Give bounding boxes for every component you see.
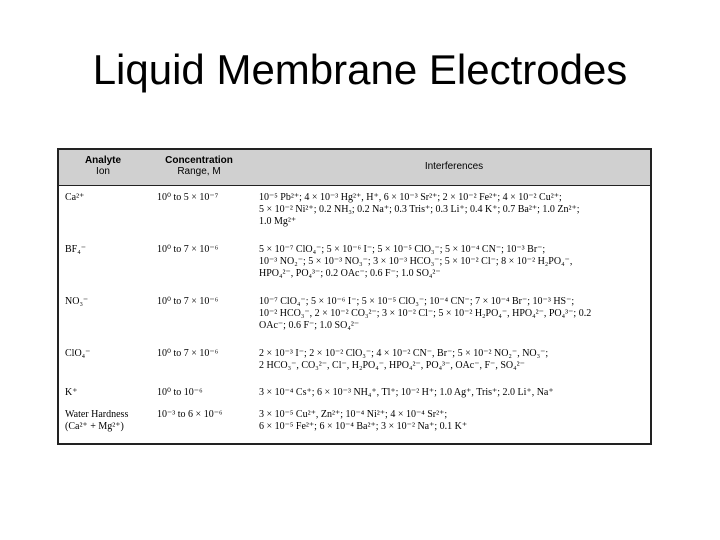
interference-cell bbox=[259, 296, 591, 333]
ion-cell bbox=[65, 296, 88, 308]
ion-cell bbox=[65, 244, 86, 256]
interference-line: 3 × 10⁻⁵ Cu²⁺, Zn²⁺; 10⁻⁴ Ni²⁺; 4 × 10⁻⁴ Sr²⁺; bbox=[259, 409, 448, 420]
header-analyte-bottom: Ion bbox=[96, 166, 110, 177]
ion-label: NO₃⁻ bbox=[65, 296, 89, 307]
interference-line: 2 HCO₃⁻, CO₃²⁻, Cl⁻, H₂PO₄⁻, HPO₄²⁻, PO₄³⁻, OAc⁻, F⁻, SO₄²⁻ bbox=[259, 360, 525, 372]
header-interferences-label: Interferences bbox=[424, 161, 484, 172]
interference-line: 10⁻² HCO₃⁻, 2 × 10⁻² CO₃²⁻; 3 × 10⁻² Cl⁻; 5 × 10⁻² H₂PO₄⁻, HPO₄²⁻, PO₄³⁻; 0.2 bbox=[259, 308, 592, 320]
ion-cell bbox=[65, 348, 90, 360]
interference-cell bbox=[259, 409, 467, 433]
interference-line: 6 × 10⁻⁵ Fe²⁺; 6 × 10⁻⁴ Ba²⁺; 3 × 10⁻² Na⁺; 0.1 K⁺ bbox=[259, 421, 468, 433]
table-header bbox=[59, 150, 650, 186]
interference-line: OAc⁻; 0.6 F⁻; 1.0 SO₄²⁻ bbox=[259, 320, 360, 332]
ion-label-sub: (Ca²⁺ + Mg²⁺) bbox=[65, 421, 124, 433]
ion-label: Ca²⁺ bbox=[65, 192, 85, 203]
range-cell: 10⁻³ to 6 × 10⁻⁶ bbox=[157, 409, 223, 420]
ion-cell bbox=[65, 409, 128, 433]
header-interferences bbox=[259, 161, 649, 172]
interference-line: 3 × 10⁻⁴ Cs⁺; 6 × 10⁻³ NH₄⁺, Tl⁺; 10⁻² H⁺; 1.0 Ag⁺, Tris⁺; 2.0 Li⁺, Na⁺ bbox=[259, 387, 554, 398]
range-cell: 10⁰ to 7 × 10⁻⁶ bbox=[157, 296, 219, 307]
interference-line: 10⁻⁵ Pb²⁺; 4 × 10⁻³ Hg²⁺, H⁺, 6 × 10⁻³ Sr²⁺; 2 × 10⁻² Fe²⁺; 4 × 10⁻² Cu²⁺; bbox=[259, 192, 562, 203]
interference-cell bbox=[259, 387, 554, 399]
range-cell: 10⁰ to 10⁻⁶ bbox=[157, 387, 203, 398]
interference-cell bbox=[259, 348, 548, 372]
interference-line: 10⁻⁷ ClO₄⁻; 5 × 10⁻⁶ I⁻; 5 × 10⁻⁵ ClO₃⁻; 10⁻⁴ CN⁻; 7 × 10⁻⁴ Br⁻; 10⁻³ HS⁻; bbox=[259, 296, 575, 307]
interference-line: 2 × 10⁻³ I⁻; 2 × 10⁻² ClO₃⁻; 4 × 10⁻² CN⁻, Br⁻; 5 × 10⁻² NO₂⁻, NO₃⁻; bbox=[259, 348, 549, 359]
ion-cell bbox=[65, 192, 84, 204]
range-cell: 10⁰ to 5 × 10⁻⁷ bbox=[157, 192, 219, 203]
ion-label: BF₄⁻ bbox=[65, 244, 86, 255]
interference-cell bbox=[259, 192, 580, 229]
interference-line: 5 × 10⁻⁷ ClO₄⁻; 5 × 10⁻⁶ I⁻; 5 × 10⁻⁵ ClO₃⁻; 5 × 10⁻⁴ CN⁻; 10⁻³ Br⁻; bbox=[259, 244, 546, 255]
range-cell: 10⁰ to 7 × 10⁻⁶ bbox=[157, 244, 219, 255]
header-concentration bbox=[154, 155, 244, 177]
header-conc-top: Concentration bbox=[165, 155, 233, 166]
slide-title: Liquid Membrane Electrodes bbox=[92, 46, 628, 93]
header-conc-bottom: Range, M bbox=[177, 166, 221, 177]
interference-line: 1.0 Mg²⁺ bbox=[259, 216, 297, 228]
interference-line: 5 × 10⁻² Ni²⁺; 0.2 NH₃; 0.2 Na⁺; 0.3 Tris⁺; 0.3 Li⁺; 0.4 K⁺; 0.7 Ba²⁺; 1.0 Zn²⁺; bbox=[259, 204, 580, 216]
interference-line: HPO₄²⁻, PO₄³⁻; 0.2 OAc⁻; 0.6 F⁻; 1.0 SO₄²⁻ bbox=[259, 268, 441, 280]
ion-cell bbox=[65, 387, 78, 399]
ion-label: Water Hardness bbox=[65, 409, 129, 420]
ion-label: K⁺ bbox=[65, 387, 78, 398]
interferences-table bbox=[57, 148, 652, 445]
header-analyte-top: Analyte bbox=[84, 155, 122, 166]
ion-label: ClO₄⁻ bbox=[65, 348, 91, 359]
interference-line: 10⁻³ NO₂⁻; 5 × 10⁻³ NO₃⁻; 3 × 10⁻³ HCO₃⁻; 5 × 10⁻² Cl⁻; 8 × 10⁻² H₂PO₄⁻, bbox=[259, 256, 573, 268]
range-cell: 10⁰ to 7 × 10⁻⁶ bbox=[157, 348, 219, 359]
header-analyte bbox=[63, 155, 143, 177]
interference-cell bbox=[259, 244, 572, 281]
